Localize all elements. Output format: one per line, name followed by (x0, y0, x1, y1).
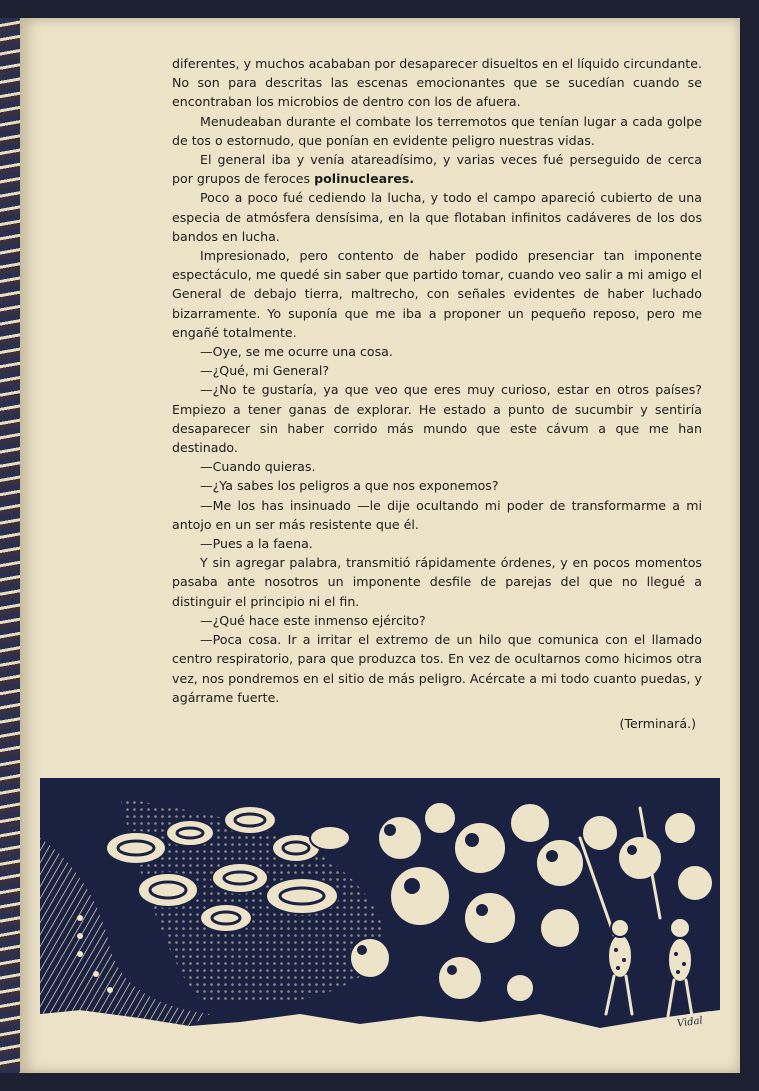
paragraph: diferentes, y muchos acababan por desaparecer disueltos en el líquido circundante. No son para descritas las escenas emocionantes que se sucedían cuando se encontraban los microbios de dentro con los de afuera. (172, 56, 702, 110)
illustration-svg (40, 778, 720, 1040)
artist-signature: Vidal (667, 1011, 713, 1035)
dialogue-line: —Poca cosa. Ir a irritar el extremo de un hilo que comunica con el llamado centro respiratorio, para que produzca tos. En vez de ocultarnos como hicimos otra vez, nos pondremos en el sitio de más peligro. Acércate a mi todo cuanto puedas, y agárrame fuerte. (172, 632, 702, 705)
bold-term: polinucleares. (314, 171, 415, 187)
dialogue-line: —¿No te gustaría, ya que veo que eres muy curioso, estar en otros países? Empiezo a tener ganas de explorar. He estado a punto de sucumbir y sentiría desaparecer sin haber corrido más mundo que este cávum a que me han destinado. (172, 382, 702, 456)
microbe-battle-illustration (40, 778, 720, 1040)
paragraph: Y sin agregar palabra, transmitió rápidamente órdenes, y en pocos momentos pasaba ante nosotros un imponente desfile de parejas del que no llegué a distinguir el principio ni el fin. (172, 555, 702, 609)
paragraph: Poco a poco fué cediendo la lucha, y todo el campo apareció cubierto de una especia de atmósfera densísima, en la que flotaban infinitos cadáveres de los dos bandos en lucha. (172, 190, 702, 244)
dialogue-line: —¿Ya sabes los peligros a que nos exponemos? (200, 478, 499, 494)
dialogue-line: —¿Qué hace este inmenso ejército? (200, 612, 426, 628)
dialogue-line: —Me los has insinuado —le dije ocultando mi poder de transformarme a mi antojo en un ser más resistente que él. (172, 497, 702, 532)
article-text (172, 54, 702, 733)
paragraph: Menudeaban durante el combate los terremotos que tenían lugar a cada golpe de tos o estornudo, que ponían en evidente peligro nuestras vidas. (172, 113, 702, 148)
paragraph-text: El general iba y venía atareadísimo, y varias veces fué perseguido de cerca por grupos de feroces (172, 152, 702, 187)
book-page (20, 18, 740, 1073)
dialogue-line: —Oye, se me ocurre una cosa. (200, 344, 393, 360)
to-be-continued: (Terminará.) (619, 715, 696, 731)
dialogue-line: —Pues a la faena. (200, 536, 313, 552)
dialogue-line: —Cuando quieras. (200, 459, 316, 475)
paragraph: Impresionado, pero contento de haber podido presenciar tan imponente espectáculo, me quedé sin saber que partido tomar, cuando veo salir a mi amigo el General de debajo tierra, maltrecho, con señales evidentes de haber luchado bizarramente. Yo suponía que me iba a proponer un pequeño reposo, pero me engañé totalmente. (172, 248, 702, 340)
paragraph (172, 150, 702, 188)
dialogue-line: —¿Qué, mi General? (200, 363, 330, 379)
